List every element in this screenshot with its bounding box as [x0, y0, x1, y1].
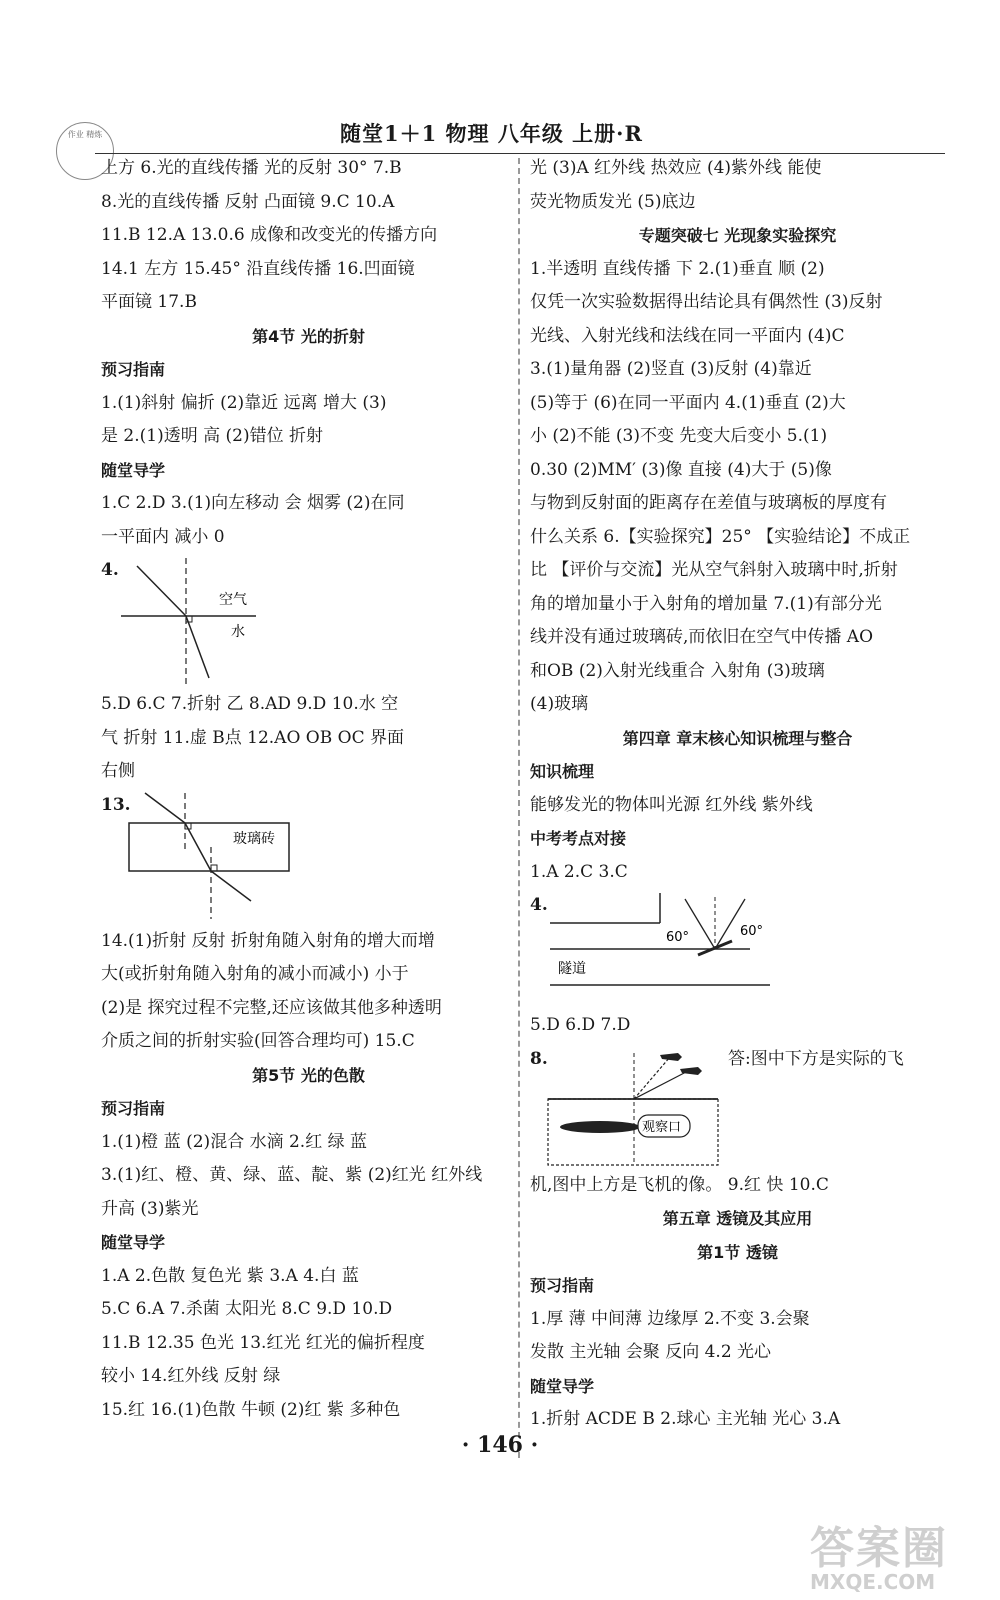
answer-line: 和OB (2)入射光线重合 入射角 (3)玻璃 [530, 660, 825, 681]
figure-number: 4. [530, 895, 548, 915]
answer-line: 3.(1)红、橙、黄、绿、蓝、靛、紫 (2)红光 红外线 [101, 1165, 483, 1185]
figure-number: 13. [101, 794, 131, 815]
figure-submarine-plane [530, 1043, 945, 1169]
figure-number: 8. [530, 1048, 548, 1069]
answer-line: 比 【评价与交流】光从空气斜射入玻璃中时,折射 [530, 560, 898, 580]
column-divider [518, 158, 520, 1458]
watermark-logo [810, 1512, 985, 1592]
glass-brick-diagram [101, 789, 331, 925]
subsection-title: 预习指南 [530, 1276, 595, 1295]
subsection-title: 随堂导学 [101, 1233, 166, 1252]
answer-line: 能够发光的物体叫光源 红外线 紫外线 [530, 794, 813, 815]
answer-line: 角的增加量小于入射角的增加量 7.(1)有部分光 [530, 593, 882, 614]
answer-line: 平面镜 17.B [101, 292, 197, 312]
answer-line: 5.D 6.C 7.折射 乙 8.AD 9.D 10.水 空 [101, 694, 399, 714]
section-title: 第1节 透镜 [697, 1242, 778, 1262]
answer-line: (2)是 探究过程不完整,还应该做其他多种透明 [101, 997, 442, 1018]
answer-line: 是 2.(1)透明 高 (2)错位 折射 [101, 426, 323, 446]
answer-line: 线并没有通过玻璃砖,而依旧在空气中传播 AO [530, 627, 874, 647]
answer-line: 1.半透明 直线传播 下 2.(1)垂直 顺 (2) [530, 258, 825, 279]
subsection-title: 预习指南 [101, 360, 166, 379]
answer-line: 大(或折射角随入射角的减小而减小) 小于 [101, 964, 409, 984]
header-title: 随堂1＋1 物理 八年级 上册·R [340, 121, 643, 146]
glass-label: 玻璃砖 [233, 830, 275, 847]
answer-line: 1.(1)橙 蓝 (2)混合 水滴 2.红 绿 蓝 [101, 1131, 368, 1152]
refraction-diagram [101, 554, 301, 688]
window-label: 观察口 [642, 1119, 682, 1135]
subsection-title: 随堂导学 [101, 460, 166, 480]
answer-line: (4)玻璃 [530, 694, 589, 714]
subsection-title: 预习指南 [101, 1099, 166, 1118]
answer-line: 上方 6.光的直线传播 光的反射 30° 7.B [101, 158, 402, 178]
figure-refraction-air-water [101, 554, 516, 688]
answer-line: 升高 (3)紫光 [101, 1198, 199, 1219]
chapter-title: 第四章 章末核心知识梳理与整合 [622, 728, 853, 748]
answer-line: 小 (2)不能 (3)不变 先变大后变小 5.(1) [530, 426, 828, 446]
chapter-title: 第五章 透镜及其应用 [662, 1209, 813, 1228]
answer-line: 1.A 2.色散 复色光 紫 3.A 4.白 蓝 [101, 1265, 359, 1286]
tunnel-diagram [530, 889, 790, 1009]
submarine-icon [560, 1121, 640, 1133]
answer-line: 8.光的直线传播 反射 凸面镜 9.C 10.A [101, 191, 395, 212]
answer-line: 14.(1)折射 反射 折射角随入射角的增大而增 [101, 930, 435, 951]
right-column [530, 152, 945, 1437]
figure-number: 4. [101, 560, 119, 580]
answer-line: 11.B 12.A 13.0.6 成像和改变光的传播方向 [101, 225, 438, 245]
section-title: 第4节 光的折射 [252, 326, 365, 346]
air-label: 空气 [219, 592, 247, 608]
water-label: 水 [231, 624, 245, 640]
subsection-title: 随堂导学 [530, 1376, 595, 1396]
watermark-url: MXQE.COM [810, 1570, 936, 1594]
figure-glass-brick [101, 789, 516, 925]
answer-line: 右侧 [101, 761, 135, 781]
left-column [101, 152, 516, 1427]
answer-line: 1.C 2.D 3.(1)向左移动 会 烟雾 (2)在同 [101, 493, 405, 513]
answer-line: 1.折射 ACDE B 2.球心 主光轴 光心 3.A [530, 1409, 841, 1429]
answer-line: 5.D 6.D 7.D [530, 1015, 631, 1035]
answer-line: 3.(1)量角器 (2)竖直 (3)反射 (4)靠近 [530, 359, 812, 379]
answer-line: 介质之间的折射实验(回答合理均可) 15.C [101, 1031, 415, 1051]
answer-line: 0.30 (2)MM′ (3)像 直接 (4)大于 (5)像 [530, 459, 832, 480]
watermark-text: 答案圈 [810, 1523, 948, 1574]
angle-label: 60° [740, 924, 764, 939]
subsection-title: 中考考点对接 [530, 829, 627, 848]
section-title: 专题突破七 光现象实验探究 [638, 226, 837, 245]
answer-line: 荧光物质发光 (5)底边 [530, 191, 696, 212]
answer-line: 答:图中下方是实际的飞 [728, 1048, 904, 1069]
answer-line: 11.B 12.35 色光 13.红光 红光的偏折程度 [101, 1332, 425, 1353]
answer-line: 14.1 左方 15.45° 沿直线传播 16.凹面镜 [101, 258, 415, 279]
subsection-title: 知识梳理 [530, 762, 595, 781]
answer-line: 较小 14.红外线 反射 绿 [101, 1366, 281, 1386]
answer-line: 一平面内 减小 0 [101, 526, 225, 547]
answer-line: 仅凭一次实验数据得出结论具有偶然性 (3)反射 [530, 292, 883, 312]
answer-line: 机,图中上方是飞机的像。 9.红 快 10.C [530, 1174, 829, 1195]
stamp-logo: 作业 精炼 [56, 122, 114, 180]
answer-line: 1.(1)斜射 偏折 (2)靠近 远离 增大 (3) [101, 392, 387, 413]
page-number: · 146 · [461, 1432, 539, 1458]
answer-line: 什么关系 6.【实验探究】25° 【实验结论】不成正 [530, 526, 911, 547]
section-title: 第5节 光的色散 [252, 1065, 365, 1085]
answer-line: (5)等于 (6)在同一平面内 4.(1)垂直 (2)大 [530, 392, 846, 413]
answer-line: 15.红 16.(1)色散 牛顿 (2)红 紫 多种色 [101, 1399, 401, 1420]
answer-line: 发散 主光轴 会聚 反向 4.2 光心 [530, 1342, 772, 1362]
figure-tunnel-mirror [530, 889, 945, 1009]
answer-line: 5.C 6.A 7.杀菌 太阳光 8.C 9.D 10.D [101, 1299, 393, 1319]
submarine-diagram [530, 1043, 730, 1169]
answer-line: 与物到反射面的距离存在差值与玻璃板的厚度有 [530, 493, 887, 513]
plane-image-icon [660, 1053, 682, 1061]
angle-label: 60° [666, 930, 690, 945]
answer-line: 光 (3)A 红外线 热效应 (4)紫外线 能使 [530, 158, 822, 178]
answer-line: 气 折射 11.虚 B点 12.AO OB OC 界面 [101, 727, 404, 748]
answer-line: 1.厚 薄 中间薄 边缘厚 2.不变 3.会聚 [530, 1308, 810, 1329]
answer-line: 光线、入射光线和法线在同一平面内 (4)C [530, 325, 845, 346]
answer-line: 1.A 2.C 3.C [530, 861, 628, 882]
tunnel-label: 隧道 [558, 961, 586, 977]
